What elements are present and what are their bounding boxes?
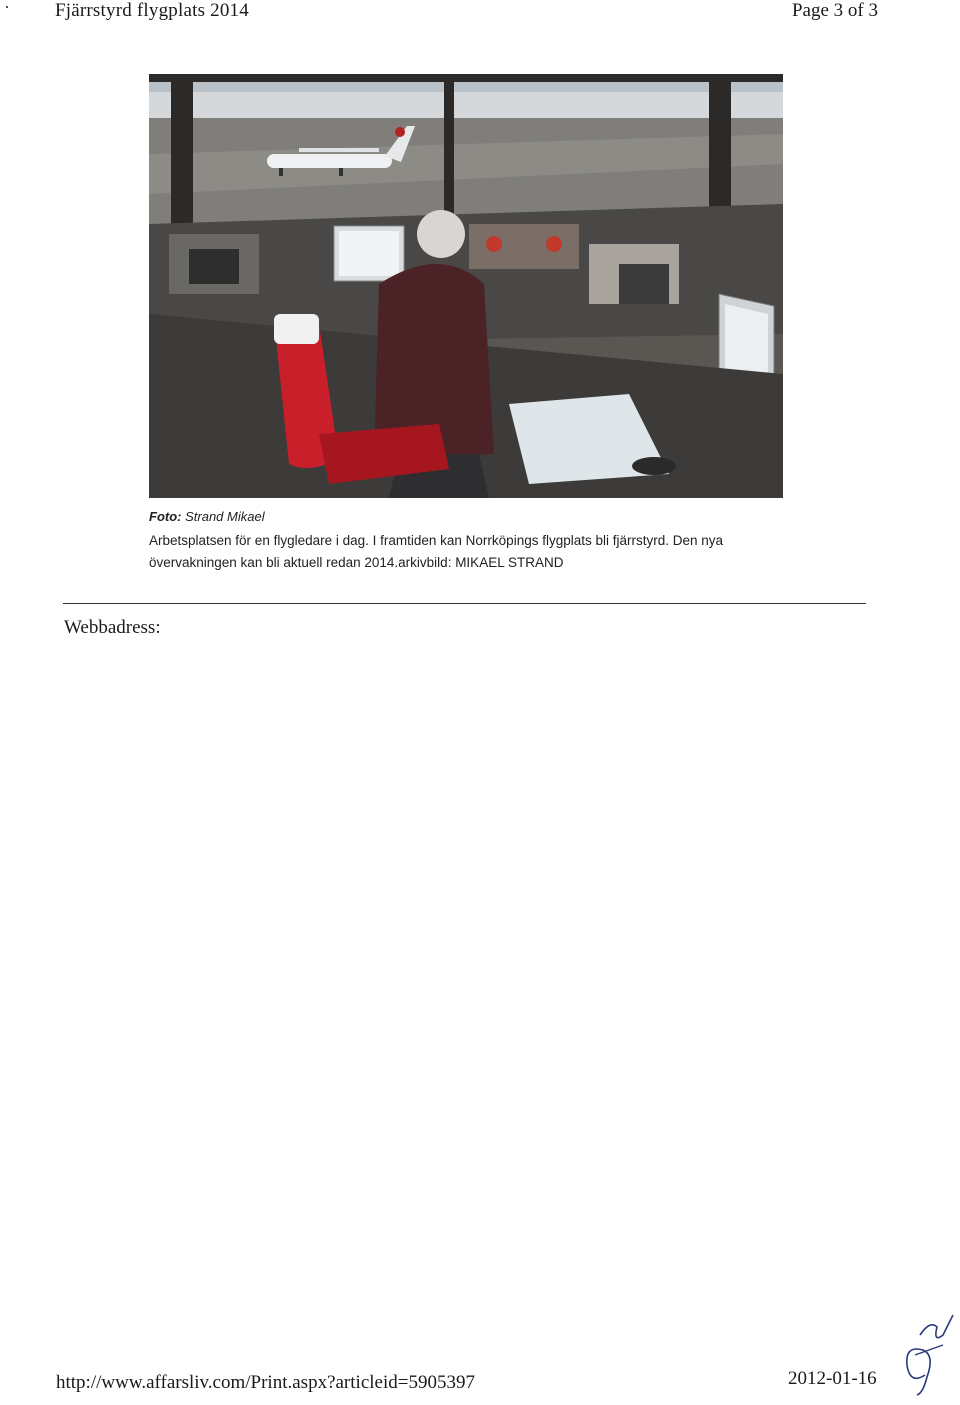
margin-dot — [6, 6, 8, 8]
footer-url[interactable]: http://www.affarsliv.com/Print.aspx?articleid=5905397 — [56, 1372, 475, 1393]
web-address-label: Webbadress: — [64, 617, 161, 638]
photo-illustration — [149, 74, 783, 498]
footer-date: 2012-01-16 — [788, 1368, 877, 1389]
caption-line-2: övervakningen kan bli aktuell redan 2014.arkivbild: MIKAEL STRAND — [149, 555, 564, 570]
photo-credit-label: Foto: — [149, 509, 182, 524]
horizontal-rule — [63, 603, 866, 604]
page-number: Page 3 of 3 — [791, 0, 878, 21]
photo-credit — [149, 509, 265, 524]
handwritten-signature — [895, 1305, 955, 1400]
photo-credit-name: Strand Mikael — [185, 509, 265, 524]
caption-line-1: Arbetsplatsen för en flygledare i dag. I framtiden kan Norrköpings flygplats bli fjärrstyrd. Den nya — [149, 533, 724, 548]
photo-caption — [149, 530, 789, 574]
control-tower-photo — [149, 74, 783, 498]
header-title: Fjärrstyrd flygplats 2014 — [55, 0, 249, 21]
